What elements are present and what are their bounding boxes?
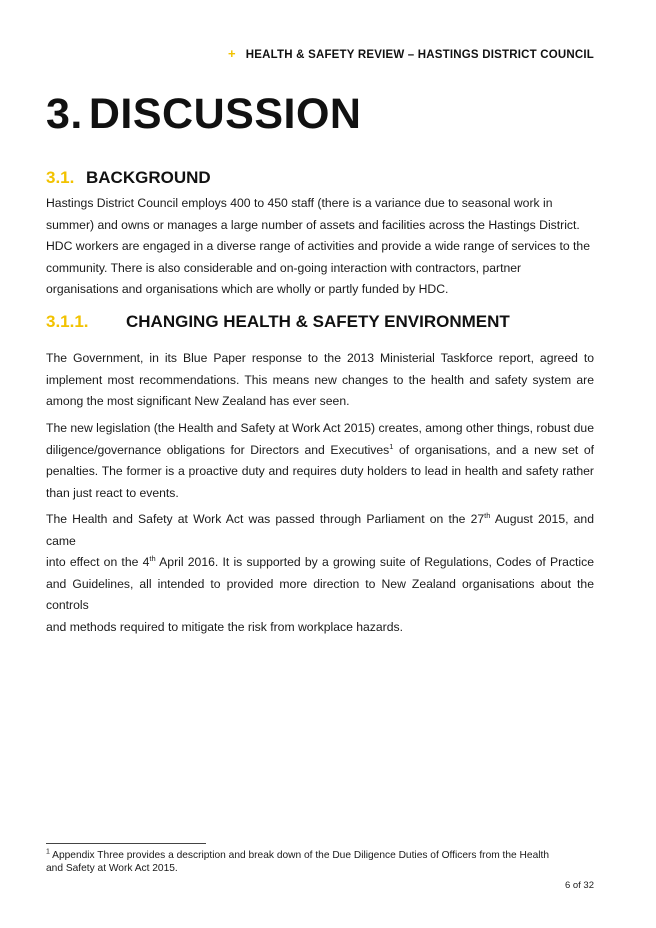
subsection-title: CHANGING HEALTH & SAFETY ENVIRONMENT [126,312,510,331]
section-heading [46,90,361,139]
subsection-heading-background [46,168,211,188]
footnote-line [46,849,602,862]
footnote-marker: 1 [46,848,50,856]
running-header [228,46,594,61]
page-number: 6 of 32 [564,880,594,891]
subsection-number: 3.1.1. [46,312,89,331]
text-line: penalties. The former is a proactive duty and requires duty holders to lead in health and safety rather [46,464,594,478]
text-line [46,440,594,462]
footnote-reference: 1 [389,441,394,451]
text-segment: diligence/governance obligations for Directors and Executives [46,442,390,457]
changing-paragraph-3 [46,509,594,638]
ordinal-suffix: th [149,553,156,563]
text-line: and methods required to mitigate the risk from workplace hazards. [46,619,403,634]
changing-paragraph-2 [46,418,594,504]
footnote [46,849,602,875]
plus-icon: + [228,46,236,61]
text-line [46,552,594,574]
text-line: HDC workers are engaged in a diverse range of activities and provide a wide range of services to the [46,239,590,253]
text-segment: April 2016. It is supported by a growing suite of Regulations, Codes of Practice [155,555,594,569]
text-line: organisations and organisations which are wholly or partly funded by HDC. [46,282,449,296]
section-title: DISCUSSION [88,90,362,138]
text-line: The Government, in its Blue Paper response to the 2013 Ministerial Taskforce report, agreed to [46,351,594,365]
text-line: among the most significant New Zealand has ever seen. [46,394,350,408]
subsection-number: 3.1. [46,168,75,187]
changing-paragraph-1 [46,348,594,413]
text-line: and Guidelines, all intended to provided more direction to New Zealand organisations about the controls [46,576,594,612]
text-segment: The Health and Safety at Work Act was passed through Parliament on the 27 [46,512,485,526]
text-line: implement most recommendations. This means new changes to the health and safety system are [46,372,594,387]
background-paragraph [46,193,594,301]
text-line: than just react to events. [46,485,179,500]
text-line: summer) and owns or manages a large number of assets and facilities across the Hastings District. [46,217,580,232]
footnote-line: and Safety at Work Act 2015. [46,863,178,874]
ordinal-suffix: th [484,510,491,520]
section-number: 3. [46,90,83,138]
text-line: Hastings District Council employs 400 to 450 staff (there is a variance due to seasonal work in [46,196,553,210]
text-segment: August 2015, and came [46,512,594,548]
text-line: community. There is also considerable and on-going interaction with contractors, partner [46,260,522,275]
text-segment: into effect on the 4 [46,555,150,569]
text-segment: of organisations, and a new set of [393,442,594,457]
text-segment: Appendix Three provides a description and break down of the Due Diligence Duties of Officers from the Health [49,850,549,861]
footnote-divider [46,843,206,844]
running-header-title: HEALTH & SAFETY REVIEW – HASTINGS DISTRICT COUNCIL [245,49,594,61]
subsection-heading-changing-environment [46,312,510,332]
subsection-title: BACKGROUND [86,168,211,187]
text-line [46,509,594,552]
text-line: The new legislation (the Health and Safety at Work Act 2015) creates, among other things, robust due [46,421,594,435]
